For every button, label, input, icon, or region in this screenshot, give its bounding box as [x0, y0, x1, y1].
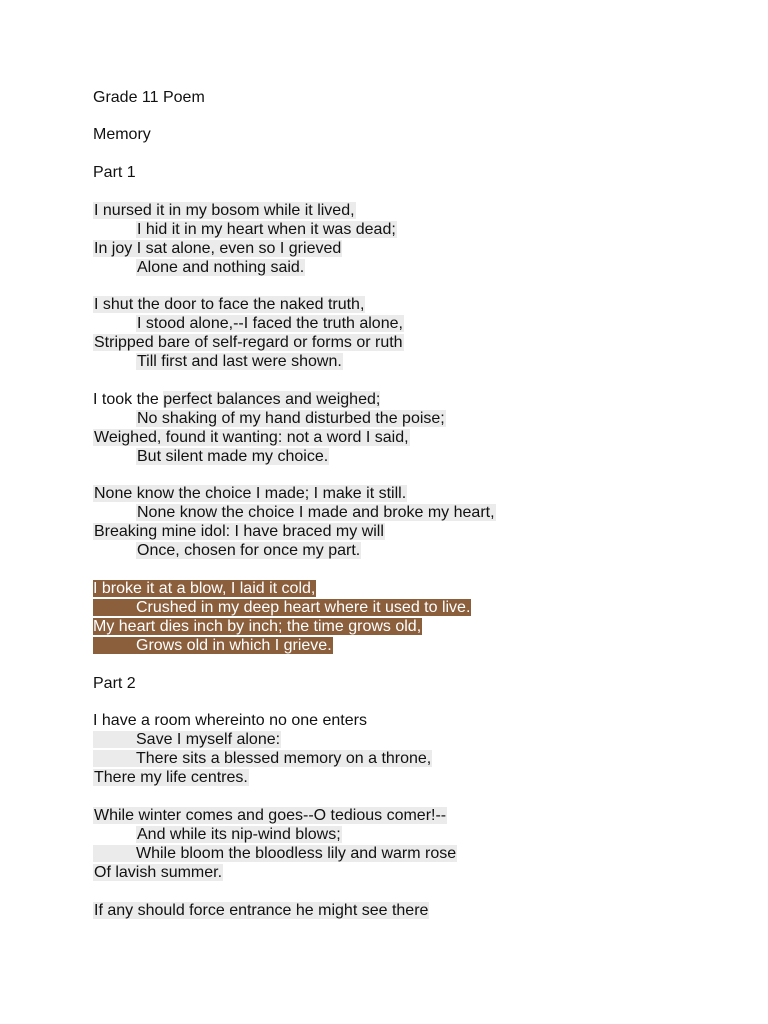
poem-line: Once, chosen for once my part.	[137, 542, 361, 559]
part2-label: Part 2	[93, 675, 136, 692]
poem-line: Stripped bare of self-regard or forms or ruth	[94, 334, 403, 351]
poem-line: Alone and nothing said.	[137, 259, 305, 276]
poem-line: Save I myself alone:	[93, 730, 281, 749]
poem-line: If any should force entrance he might see there	[94, 902, 429, 919]
poem-line-selected: Grows old in which I grieve.	[93, 636, 333, 655]
poem-line: While bloom the bloodless lily and warm rose	[93, 844, 457, 863]
grade-heading: Grade 11 Poem	[93, 89, 205, 106]
poem-line: None know the choice I made; I make it still.	[94, 485, 407, 502]
poem-line: Of lavish summer.	[94, 864, 223, 881]
poem-line: Breaking mine idol: I have braced my will	[94, 523, 384, 540]
poem-line: I have a room whereinto no one enters	[93, 712, 367, 729]
poem-line: There sits a blessed memory on a throne,	[93, 749, 432, 768]
poem-line: In joy I sat alone, even so I grieved	[94, 240, 342, 257]
poem-line: I hid it in my heart when it was dead;	[137, 221, 396, 238]
poem-line: While winter comes and goes--O tedious comer!--	[94, 807, 447, 824]
poem-line: But silent made my choice.	[137, 448, 329, 465]
poem-line: I took the perfect balances and weighed;	[93, 391, 381, 408]
poem-line-selected: Crushed in my deep heart where it used to live.	[93, 598, 471, 617]
poem-title: Memory	[93, 126, 151, 143]
highlighted-text: perfect balances and weighed;	[163, 391, 381, 408]
poem-line: Till first and last were shown.	[137, 353, 342, 370]
poem-line: Weighed, found it wanting: not a word I said,	[94, 429, 409, 446]
poem-line: There my life centres.	[94, 769, 248, 786]
poem-line: I shut the door to face the naked truth,	[94, 296, 365, 313]
poem-line-selected: My heart dies inch by inch; the time grows old,	[93, 618, 422, 635]
part1-label: Part 1	[93, 164, 136, 181]
poem-line: I stood alone,--I faced the truth alone,	[137, 315, 403, 332]
poem-line-selected: I broke it at a blow, I laid it cold,	[93, 580, 316, 597]
poem-line: No shaking of my hand disturbed the poise;	[137, 410, 445, 427]
poem-line: And while its nip-wind blows;	[137, 826, 341, 843]
poem-line: I nursed it in my bosom while it lived,	[94, 202, 355, 219]
poem-line: None know the choice I made and broke my heart,	[137, 504, 495, 521]
